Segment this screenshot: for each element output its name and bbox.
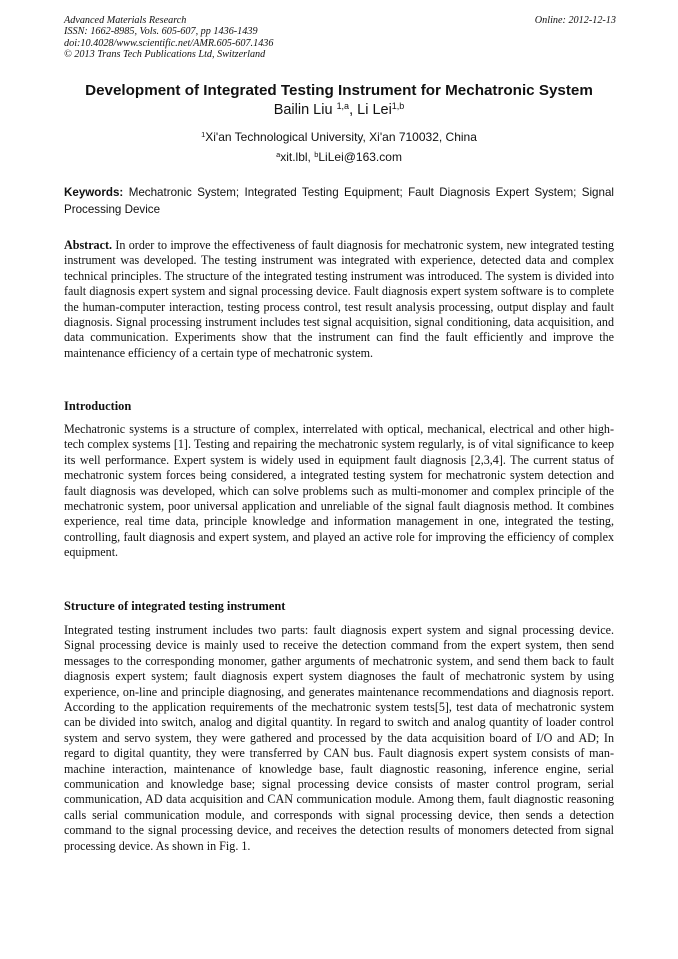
affiliation-line — [0, 130, 678, 144]
email-b: LiLei@163.com — [318, 150, 402, 164]
author-2-name: Li Lei — [357, 102, 392, 118]
affiliation-mark: 1 — [201, 129, 206, 139]
online-date: Online: 2012-12-13 — [534, 15, 616, 26]
copyright-line: © 2013 Trans Tech Publications Ltd, Switzerland — [64, 49, 266, 61]
journal-name: Advanced Materials Research — [64, 15, 187, 26]
keywords-label: Keywords: — [64, 186, 124, 199]
keywords-text: Mechatronic System; Integrated Testing Equipment; Fault Diagnosis Expert System; Signal Processing Device — [64, 186, 614, 216]
email-b-mark: b — [314, 149, 319, 159]
author-line — [0, 102, 678, 118]
abstract-label: Abstract. — [64, 238, 113, 252]
affiliation-text: Xi'an Technological University, Xi'an 710032, China — [205, 130, 477, 144]
doi-line: doi:10.4028/www.scientific.net/AMR.605-607.1436 — [64, 37, 274, 49]
introduction-paragraph: Mechatronic systems is a structure of complex, interrelated with optical, mechanical, electrical and other high-tech complex systems [1]. Testing and repairing the mechatronic system regularly, is of vital significance to keep its well performance. Expert system is widely used in equipment fault diagnosis [2,3,4]. The current status of mechatronic system forces being considered, a integrated testing system for mechatronic system detection and fault diagnosis was developed, which can solve problems such as multi-monomer and complex principle of the mechatronic system, poor universal application and unreliable of the signal fault diagnosis method. It combines experience, real time data, principle knowledge and information management in one, integrated the testing, controlling, fault diagnosis and expert system, and played an active role for improving the efficiency of complex equipment. — [64, 422, 614, 560]
author-1-affiliation-mark: 1,a — [336, 101, 350, 112]
issn-line: ISSN: 1662-8985, Vols. 605-607, pp 1436-1439 — [64, 26, 258, 38]
email-a: xit.lbl, — [280, 150, 311, 164]
author-1-name: Bailin Liu — [273, 102, 333, 118]
email-line — [0, 150, 678, 164]
author-separator: , — [349, 102, 354, 118]
journal-header — [64, 15, 616, 61]
paper-title: Development of Integrated Testing Instrument for Mechatronic System — [85, 82, 593, 99]
keywords-block — [64, 184, 614, 218]
email-a-mark: a — [276, 149, 281, 159]
abstract-text: In order to improve the effectiveness of fault diagnosis for mechatronic system, new integrated testing instrument was developed. The testing instrument was integrated with experience, detected data and complex technical principles. The structure of the integrated testing instrument was introduced. The system is divided into fault diagnosis expert system and signal processing device. Fault diagnosis expert system software is to complete the human-computer interaction, testing process control, test result analysis processing, output display and fault diagnosis. Signal processing instrument includes test signal acquisition, signal conditioning, data acquisition, and data communication. Experiments show that the instrument can find the fault efficiently and improve the maintenance efficiency of a certain type of mechatronic system. — [64, 238, 614, 360]
abstract-block — [64, 238, 614, 361]
structure-paragraph: Integrated testing instrument includes two parts: fault diagnosis expert system and signal processing device. Signal processing device is mainly used to receive the detection command from the expert system, then send messages to the corresponding monomer, gather arguments of mechatronic system, and send them back to fault diagnosis expert system; fault diagnosis expert system diagnoses the fault of mechatronic system by using experience, on-line and principle diagnosing, and generates maintenance recommendations and diagnosis report. According to the application requirements of the mechatronic system tests[5], test data of mechatronic system can be divided into switch, analog and digital quantity. In regard to switch and analog quantity of loader control system and servo system, they were gathered and processed by the data acquisition board of I/O and AD; In regard to digital quantity, they were transferred by CAN bus. Fault diagnosis expert system consists of man-machine interaction, maintenance of knowledge base, fault diagnostic reasoning, inference engine, serial communication and knowledge base; signal processing device consists of master control program, serial communication, AD data acquisition and CAN communication module. Among them, fault diagnostic reasoning calls serial communication module, and corresponds with signal processing device, then sends a detection command to the signal processing device, and receives the detection results of monomers detected from signal processing device. As shown in Fig. 1. — [64, 623, 614, 853]
author-2-affiliation-mark: 1,b — [391, 101, 405, 112]
section-heading-introduction: Introduction — [64, 399, 132, 413]
section-heading-structure: Structure of integrated testing instrument — [64, 599, 286, 613]
